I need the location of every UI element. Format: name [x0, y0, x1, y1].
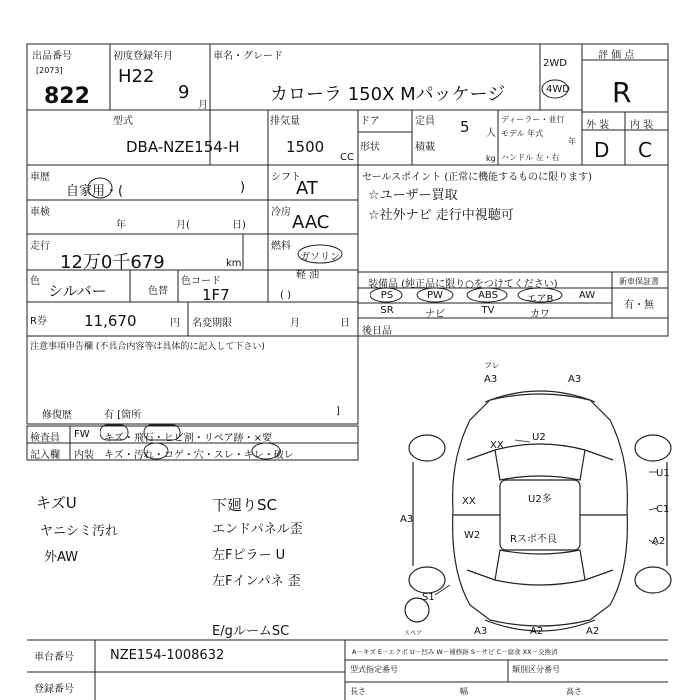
- color-code-label: 色コード: [181, 276, 221, 287]
- exterior-label: 外 装: [586, 120, 610, 131]
- in-label: 内装: [74, 450, 94, 461]
- inspection-day: 日): [232, 220, 246, 231]
- first-reg-label: 初度登録年月: [113, 51, 173, 62]
- fuel-gasoline: ガソリン: [300, 252, 340, 263]
- month-unit: 月: [198, 100, 208, 111]
- km-unit: km: [226, 258, 242, 269]
- repair-value: 有 [箇所: [104, 410, 142, 421]
- diag-u1: U1: [656, 468, 670, 479]
- diag-a3-bottom: A3: [474, 626, 488, 637]
- drive-4wd: 4WD: [546, 84, 570, 95]
- equip-abs: ABS: [478, 290, 498, 301]
- width-label: 幅: [460, 687, 468, 696]
- ac-value: AAC: [292, 212, 330, 233]
- diag-fure: フレ: [484, 361, 500, 370]
- ac-label: 冷房: [271, 207, 291, 218]
- diag-a2-bottom-right: A2: [586, 626, 600, 637]
- year-unit: 年: [568, 137, 576, 146]
- fuel-diesel: 軽 油: [296, 270, 320, 281]
- diag-spare: スペア: [404, 630, 423, 637]
- mileage-label: 走行: [30, 241, 50, 252]
- grade-value: R: [612, 76, 632, 109]
- model-year-label: モデル 年式: [501, 129, 544, 138]
- mileage-value: 12万0千679: [60, 252, 165, 273]
- diag-c1: C1: [656, 504, 670, 515]
- sales-label: セールスポイント (正常に機能するものに限ります): [362, 172, 593, 183]
- repair-label: 修復歴: [42, 410, 72, 421]
- drive-4wd-circle: [540, 78, 570, 100]
- remark-right-5: E/gルームSC: [212, 624, 290, 639]
- person-unit: 人: [486, 128, 496, 139]
- door-label: ドア: [360, 116, 380, 127]
- history-close: ): [240, 180, 246, 195]
- shift-label: シフト: [271, 172, 301, 183]
- history-value: 自家用・(: [66, 184, 124, 199]
- chassis-value: NZE154-1008632: [110, 648, 225, 663]
- remark-right-4: 左Fインパネ 歪: [212, 574, 301, 589]
- tax-label: R券: [30, 316, 47, 327]
- model-label: 型式: [113, 116, 133, 127]
- name-change-label: 名変期限: [192, 318, 232, 329]
- history-label: 車歴: [30, 172, 50, 183]
- remark-right-3: 左Fピラー U: [212, 548, 286, 563]
- warranty-value: 有・無: [624, 300, 654, 311]
- category-label: 類別区分番号: [512, 665, 560, 674]
- yen-unit: 円: [170, 318, 180, 329]
- equip-sr: SR: [380, 305, 394, 316]
- later-label: 後日品: [362, 326, 392, 337]
- first-reg-year: H22: [118, 66, 155, 87]
- equip-airbag: エアB: [526, 294, 554, 305]
- car-name: カローラ 150X Mパッケージ: [270, 84, 506, 105]
- equip-circles: [370, 287, 610, 303]
- reg-label: 登録番号: [34, 684, 74, 695]
- inspector-circles: [100, 424, 360, 462]
- grade-label: 評 価 点: [598, 50, 635, 61]
- remark-right-2: エンドパネル歪: [212, 522, 303, 537]
- diag-a3-left: A3: [400, 514, 414, 525]
- color-code-value: 1F7: [202, 286, 230, 304]
- lot-small: [2073]: [36, 66, 63, 75]
- diag-xx-mid: XX: [462, 496, 476, 507]
- color-label: 色: [30, 276, 40, 287]
- interior-value: C: [638, 138, 652, 162]
- equip-label: 装備品 (純正品に限り○をつけてください): [368, 279, 558, 290]
- remark-right-1: 下廻りSC: [212, 496, 277, 514]
- remark-left-2: ヤニシミ汚れ: [40, 524, 119, 539]
- diag-u2-roof: U2: [532, 432, 546, 443]
- handle-label: ハンドル 左・右: [501, 153, 560, 162]
- capacity-value: 5: [460, 118, 470, 136]
- diag-r-spoiler: Rスポ不良: [510, 534, 557, 545]
- lot-number: 822: [44, 84, 90, 109]
- remark-left-1: キズU: [36, 494, 77, 512]
- inspection-label: 車検: [30, 207, 50, 218]
- equip-ps: PS: [380, 290, 394, 301]
- diag-xx-left: XX: [490, 440, 504, 451]
- displacement-value: 1500: [286, 138, 325, 156]
- displacement-label: 排気量: [270, 116, 300, 127]
- equip-tv: TV: [481, 305, 495, 316]
- equip-navi: ナビ: [425, 309, 445, 320]
- nc-month: 月: [290, 318, 300, 329]
- remark-left-3: 外AW: [44, 550, 79, 565]
- capacity-label: 定員: [415, 116, 435, 127]
- shift-value: AT: [296, 178, 318, 199]
- equip-pw: PW: [427, 290, 443, 301]
- inspector-label: 検査員: [30, 433, 60, 444]
- kg-unit: kg: [486, 154, 496, 163]
- fw-items: キズ・飛石・ヒビ割・リペア跡・×要: [104, 433, 272, 444]
- height-label: 高さ: [566, 687, 582, 696]
- diag-a3-top-left: A3: [484, 374, 498, 385]
- diag-a2-bottom: A2: [530, 626, 544, 637]
- chassis-label: 車台番号: [34, 652, 74, 663]
- diag-a2-right: A2: [652, 536, 666, 547]
- equip-aw: AW: [578, 290, 596, 301]
- exterior-value: D: [594, 138, 610, 162]
- lot-label: 出品番号: [32, 51, 72, 62]
- notes-label: 注意事項申告欄 (不具合内容等は具体的に記入して下さい): [30, 342, 265, 352]
- fuel-paren: ( ): [280, 290, 291, 301]
- entry-label: 記入欄: [30, 450, 60, 461]
- shape-label: 形状: [360, 142, 380, 153]
- car-name-label: 車名・グレード: [213, 51, 283, 62]
- diag-u2-many: U2多: [528, 494, 552, 505]
- interior-label: 内 装: [630, 120, 654, 131]
- history-circle: [86, 176, 114, 200]
- first-reg-month: 9: [178, 82, 190, 103]
- tax-value: 11,670: [84, 312, 137, 330]
- fw-label: FW: [74, 429, 90, 440]
- diag-a3-top-right: A3: [568, 374, 582, 385]
- repair-close: ]: [336, 406, 340, 417]
- legend: A－キズ E－エクボ U－凹み W－補修跡 S－サビ C－腐食 XX－交換済: [352, 648, 558, 656]
- drive-2wd: 2WD: [543, 58, 567, 69]
- load-label: 積載: [415, 142, 435, 153]
- inspection-year: 年: [116, 220, 126, 231]
- inspection-month: 月(: [176, 220, 190, 231]
- nc-day: 日: [340, 318, 350, 329]
- cc-unit: CC: [340, 152, 354, 163]
- sales-point-1: ☆ユーザー買取: [368, 188, 458, 203]
- in-items: キズ・汚れ・コゲ・穴・スレ・キレ・破レ: [104, 450, 294, 461]
- sales-point-2: ☆社外ナビ 走行中視聴可: [368, 208, 514, 223]
- new-warranty-label: 新車保証書: [619, 277, 659, 286]
- model-value: DBA-NZE154-H: [126, 138, 240, 156]
- equip-leather: カワ: [530, 309, 550, 320]
- fuel-label: 燃料: [271, 241, 291, 252]
- color-tone-label: 色替: [148, 286, 168, 297]
- diag-w2: W2: [464, 530, 481, 541]
- fuel-circle: [296, 243, 344, 265]
- length-label: 長さ: [350, 687, 366, 696]
- diag-s1: S1: [422, 592, 435, 603]
- car-damage-diagram: [395, 380, 685, 640]
- dealer-label: ディーラー・並行: [501, 115, 565, 124]
- color-value: シルバー: [48, 282, 107, 300]
- model-spec-label: 型式指定番号: [350, 665, 398, 674]
